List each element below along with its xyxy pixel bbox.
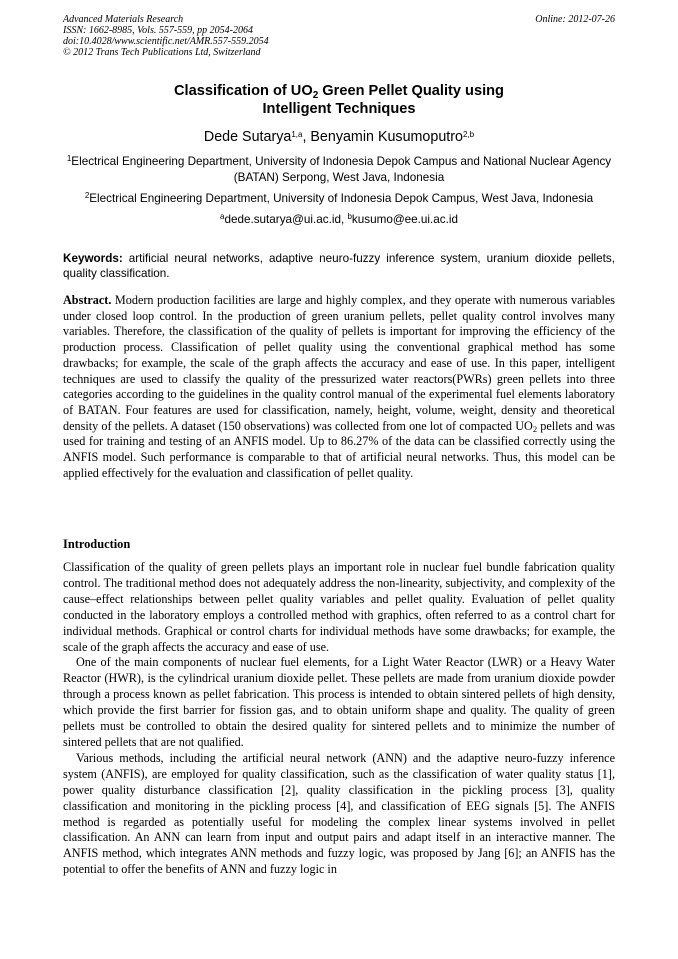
affiliation-2-text: Electrical Engineering Department, University of Indonesia Depok Campus, West Java, Indonesia xyxy=(89,192,594,205)
journal-copyright: © 2012 Trans Tech Publications Ltd, Switzerland xyxy=(63,47,261,58)
intro-paragraph-2: One of the main components of nuclear fuel elements, for a Light Water Reactor (LWR) or a Heavy Water Reactor (HWR), is the cylindrical uranium dioxide pellet. These pellets are made from uranium dioxide powder through a process known as pellet fabrication. This process is intended to obtain sintered pellets of high density, which provide the first barrier for fission gas, and to obtain uniform shape and quality. The quality of green pellets must be controlled to obtain the desired quality for sintered pellets and to minimize the number of sintered pellets that are not qualified. xyxy=(63,655,615,749)
abstract-subscript: 2 xyxy=(532,423,538,434)
title-line-2: Intelligent Techniques xyxy=(262,101,416,117)
affiliation-2 xyxy=(63,191,615,207)
abstract-text-1: Modern production facilities are large and highly complex, and they operate with numerous variables under closed loop control. In the production of green uranium pellets, pellet quality control involves many variables. Therefore, the classification of the quality of pellets is important for improving the efficiency of the production process. Classification of pellet quality using the conventional graphical method has some drawbacks; for example, the scale of the graph affects the accuracy and ease of use. In this paper, intelligent techniques are used to classify the quality of the pressurized water reactors(PWRs) green pellets into three categories according to the guidelines in the quality control manual of the experimental fuel elements laboratory of BATAN. Four features are used for classification, namely, height, volume, weight, density and theoretical density of the pellets. A dataset (150 observations) was collected from one lot of compacted UO xyxy=(63,293,615,433)
author-1: Dede Sutarya xyxy=(203,129,292,145)
title-line-1 xyxy=(63,82,615,100)
abstract-block xyxy=(63,293,615,481)
author-separator: , xyxy=(302,129,311,145)
journal-issn: ISSN: 1662-8985, Vols. 557-559, pp 2054-2064 xyxy=(63,25,253,36)
title-subscript: 2 xyxy=(312,90,319,101)
intro-paragraph-3: Various methods, including the artificial neural network (ANN) and the adaptive neuro-fuzzy inference system (ANFIS), are employed for quality classification, such as the classification of water quality status [1], power quality disturbance classification [2], quality classification in the pickling process [3], quality classification and monitoring in the pickling process [4], and classification of EEG signals [5]. The ANFIS method is regarded as potentially useful for modeling the complex linear systems involved in pellet classification. An ANN can learn from input and output pairs and adapt itself in an interactive manner. The ANFIS method, which integrates ANN methods and fuzzy logic, was proposed by Jang [6]; an ANFIS has the potential to offer the benefits of ANN and fuzzy logic in xyxy=(63,750,615,877)
journal-name: Advanced Materials Research xyxy=(63,14,184,25)
author-2-affiliation: 2,b xyxy=(462,130,475,139)
keywords-text: artificial neural networks, adaptive neuro-fuzzy inference system, uranium dioxide pellets, quality classification. xyxy=(63,252,615,280)
title-part-2: Green Pellet Quality using xyxy=(318,83,504,99)
author-list xyxy=(63,128,615,146)
affiliation-1 xyxy=(63,154,615,186)
email-b-marker: b xyxy=(347,212,352,221)
online-date: Online: 2012-07-26 xyxy=(535,14,615,25)
email-a: dede.sutarya@ui.ac.id, xyxy=(224,213,348,226)
keywords-block xyxy=(63,251,615,281)
intro-paragraph-1: Classification of the quality of green pellets plays an important role in nuclear fuel bundle fabrication quality control. The traditional method does not adequately address the non-linearity, subjectivity, and complexity of the cause–effect relationships between pellet quality variables and pellet quality. Evaluation of pellet quality conducted in the laboratory employs a controlled method with graphics, often referred to as a control chart for individual methods. Graphical or control charts for individual methods have some drawbacks; for example, the scale of the graph affects the accuracy and ease of use. xyxy=(63,560,615,654)
keywords-label: Keywords: xyxy=(63,252,123,265)
affiliation-2-number: 2 xyxy=(84,191,90,200)
author-1-affiliation: 1,a xyxy=(291,130,303,139)
abstract-text-2: pellets and was used for training and testing of an ANFIS model. Up to 86.27% of the data can be classified correctly using the ANFIS model. Such performance is comparable to that of artificial neural networks. Thus, this model can be applied effectively for the evaluation and classification of pellet quality. xyxy=(63,418,615,480)
journal-header xyxy=(63,14,615,58)
introduction-body xyxy=(63,560,615,878)
affiliation-1-number: 1 xyxy=(66,154,72,163)
email-b: kusumo@ee.ui.ac.id xyxy=(351,213,458,226)
author-2: Benyamin Kusumoputro xyxy=(310,129,463,145)
journal-doi: doi:10.4028/www.scientific.net/AMR.557-559.2054 xyxy=(63,36,269,47)
affiliation-1-text: Electrical Engineering Department, University of Indonesia Depok Campus and National Nuclear Agency (BATAN) Serpong, West Java, Indonesia xyxy=(71,155,612,184)
paper-title xyxy=(63,82,615,118)
email-a-marker: a xyxy=(220,212,225,221)
author-emails xyxy=(63,212,615,228)
introduction-heading: Introduction xyxy=(63,537,131,551)
abstract-label: Abstract. xyxy=(63,293,112,307)
title-part-1: Classification of UO xyxy=(174,83,313,99)
